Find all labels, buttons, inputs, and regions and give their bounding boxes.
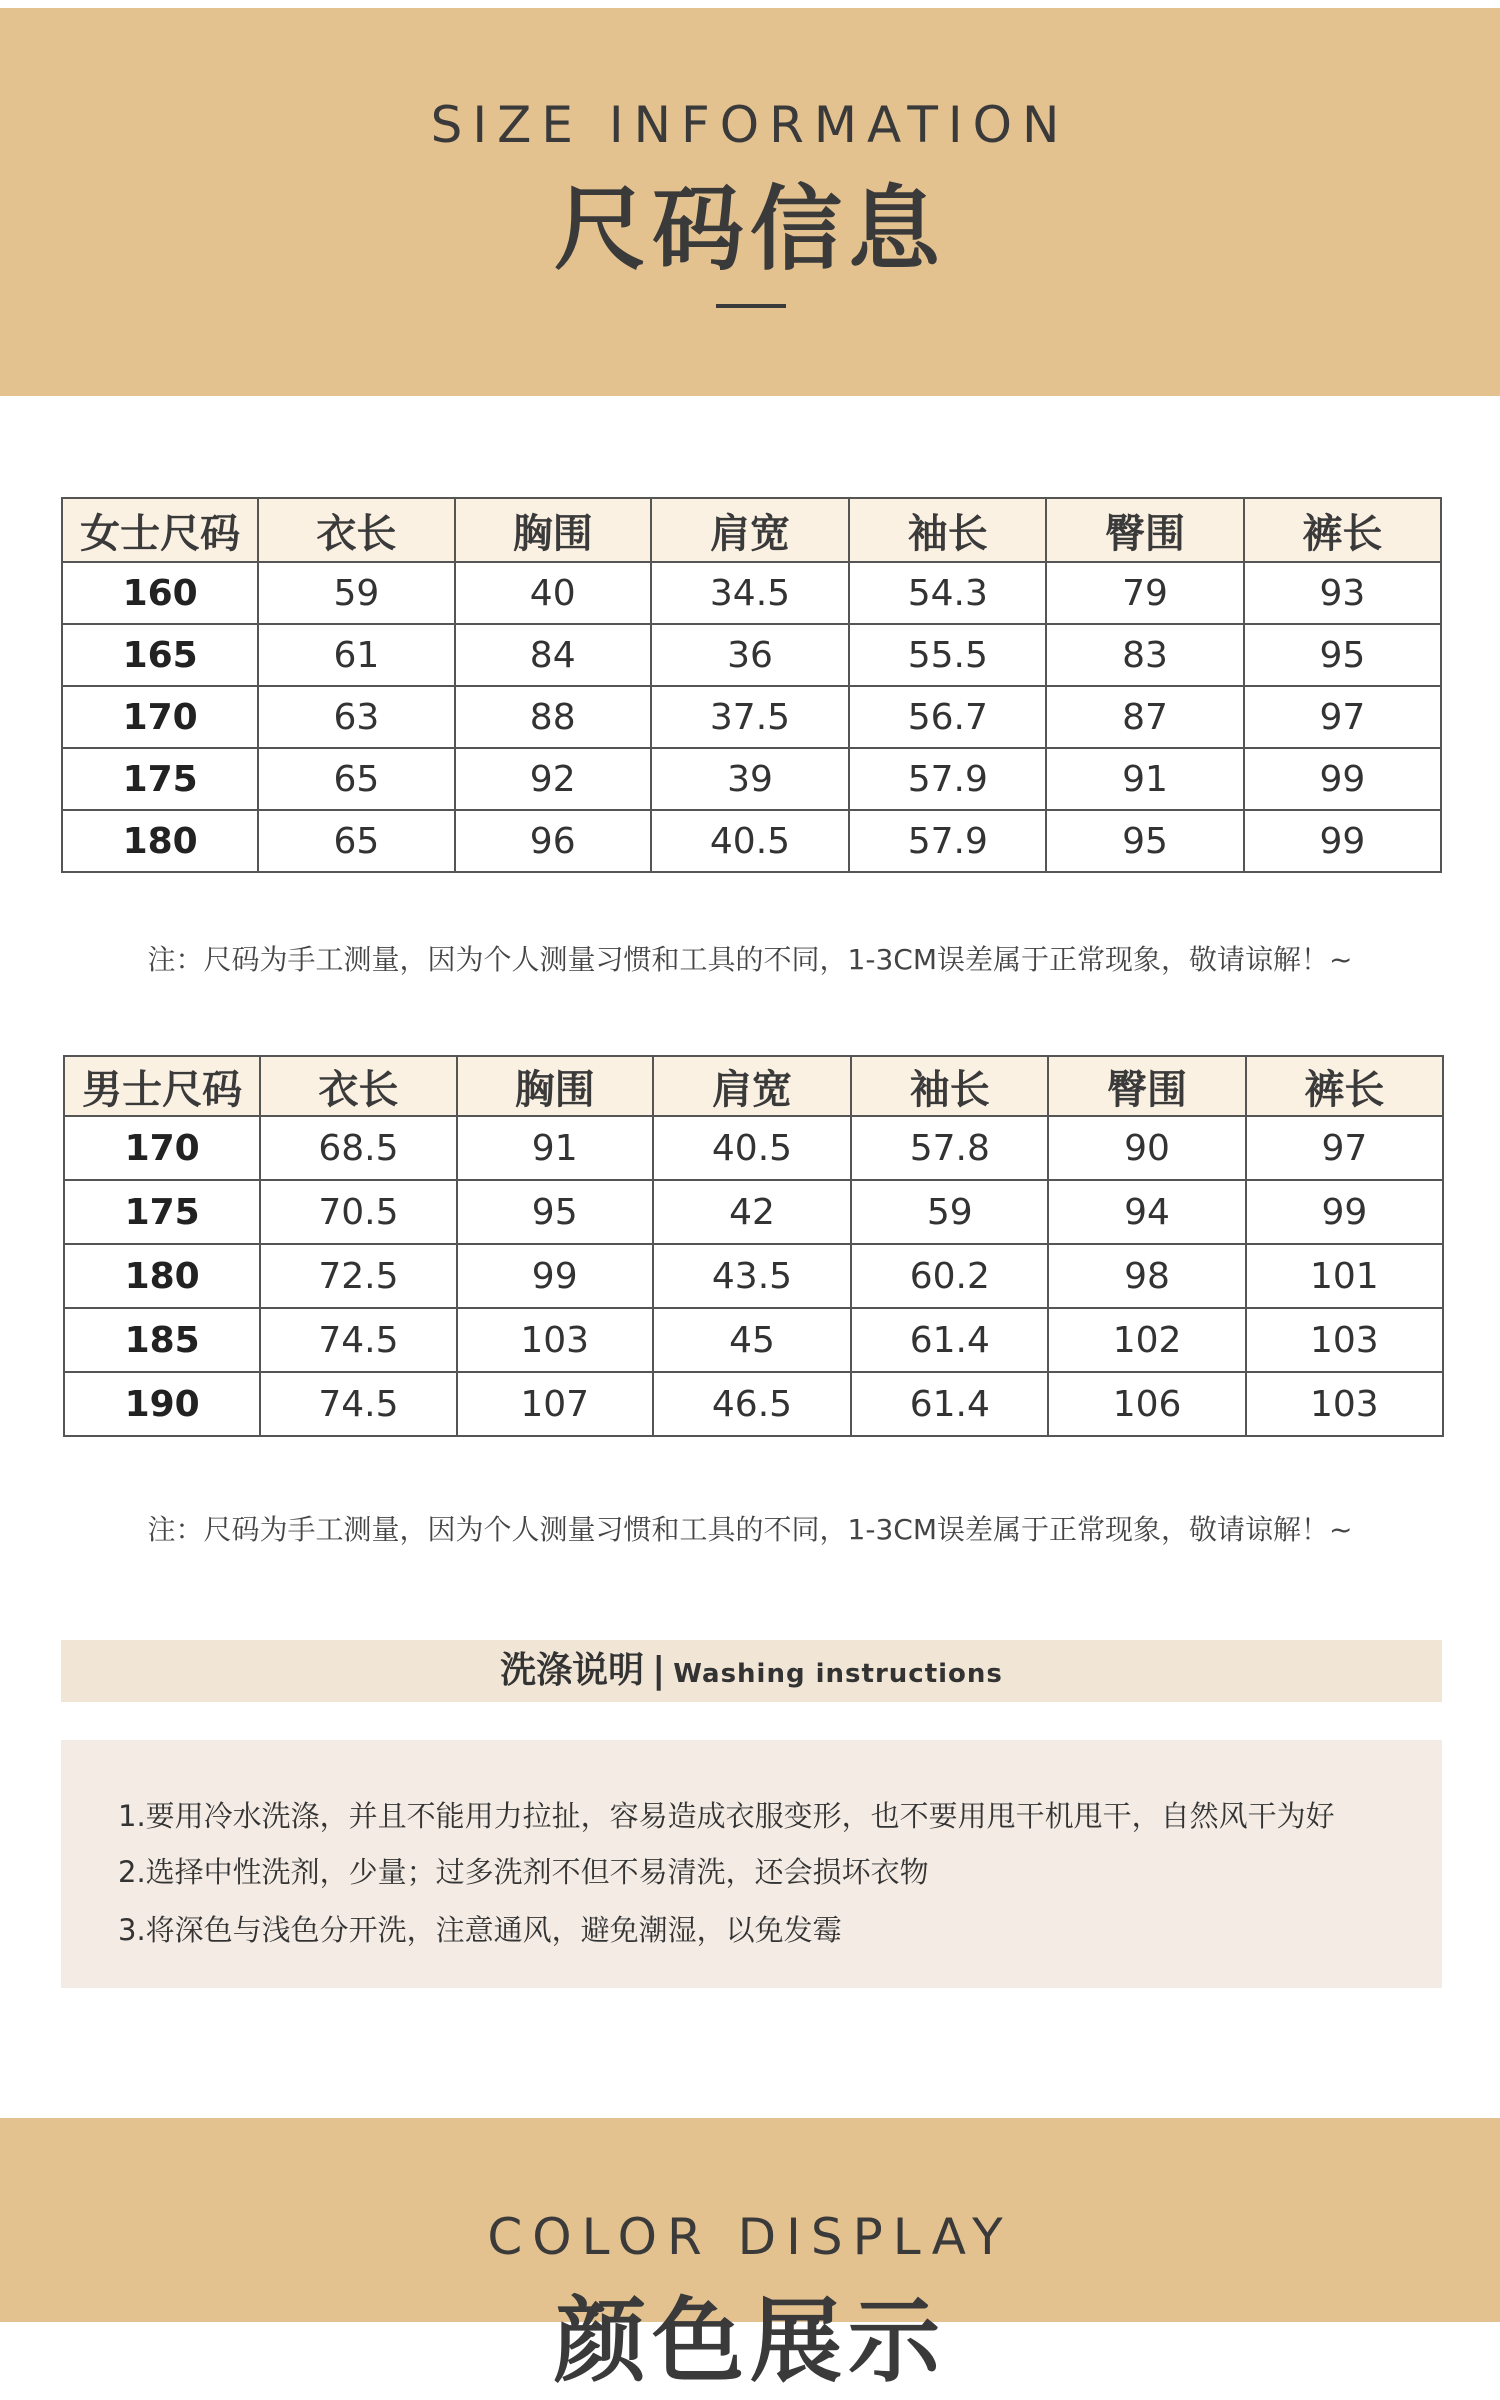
color-display-header (0, 2118, 1500, 2395)
table-row (62, 686, 1441, 748)
measure-cell: 42 (653, 1180, 851, 1244)
washing-item: 1.要用冷水洗涤，并且不能用力拉扯，容易造成衣服变形，也不要用甩干机甩干，自然风干为好 (118, 1799, 1335, 1833)
measure-cell: 72.5 (260, 1244, 456, 1308)
measure-cell: 103 (457, 1308, 653, 1372)
measure-cell: 103 (1246, 1372, 1443, 1436)
measure-cell: 97 (1244, 686, 1441, 748)
measure-cell: 40.5 (653, 1116, 851, 1180)
table-row (64, 1244, 1443, 1308)
measure-cell: 94 (1048, 1180, 1245, 1244)
table-row (64, 1372, 1443, 1436)
measure-cell: 88 (455, 686, 651, 748)
table-row (62, 810, 1441, 872)
measure-cell: 99 (1244, 810, 1441, 872)
measure-column-header: 裤长 (1244, 498, 1441, 562)
table-row (64, 1308, 1443, 1372)
men-table-header-row (64, 1056, 1443, 1116)
measure-cell: 40.5 (651, 810, 849, 872)
measure-cell: 93 (1244, 562, 1441, 624)
size-cell: 175 (62, 748, 258, 810)
men-table-body (64, 1116, 1443, 1436)
table-row (64, 1180, 1443, 1244)
measure-column-header: 臀围 (1046, 498, 1243, 562)
washing-header (61, 1640, 1442, 1702)
measure-cell: 74.5 (260, 1372, 456, 1436)
measure-cell: 95 (457, 1180, 653, 1244)
size-cell: 180 (62, 810, 258, 872)
measure-column-header: 袖长 (849, 498, 1046, 562)
measure-column-header: 肩宽 (651, 498, 849, 562)
size-cell: 165 (62, 624, 258, 686)
measure-cell: 97 (1246, 1116, 1443, 1180)
measure-column-header: 衣长 (260, 1056, 456, 1116)
measure-cell: 56.7 (849, 686, 1046, 748)
size-cell: 190 (64, 1372, 260, 1436)
measure-cell: 40 (455, 562, 651, 624)
measure-cell: 59 (258, 562, 454, 624)
size-cell: 170 (64, 1116, 260, 1180)
measure-cell: 70.5 (260, 1180, 456, 1244)
measure-cell: 107 (457, 1372, 653, 1436)
measure-cell: 63 (258, 686, 454, 748)
table-row (64, 1116, 1443, 1180)
washing-instructions (61, 1740, 1442, 1988)
measure-cell: 102 (1048, 1308, 1245, 1372)
table-row (62, 748, 1441, 810)
measure-column-header: 胸围 (457, 1056, 653, 1116)
measure-column-header: 臀围 (1048, 1056, 1245, 1116)
measure-cell: 34.5 (651, 562, 849, 624)
measure-column-header: 胸围 (455, 498, 651, 562)
measure-cell: 92 (455, 748, 651, 810)
measure-cell: 101 (1246, 1244, 1443, 1308)
color-display-en-title: COLOR DISPLAY (487, 2208, 1013, 2266)
size-column-header: 女士尺码 (62, 498, 258, 562)
size-column-header: 男士尺码 (64, 1056, 260, 1116)
size-info-zh-title: 尺码信息 (553, 176, 946, 283)
measure-cell: 39 (651, 748, 849, 810)
size-cell: 185 (64, 1308, 260, 1372)
measure-cell: 84 (455, 624, 651, 686)
title-divider (716, 304, 786, 308)
measure-cell: 103 (1246, 1308, 1443, 1372)
measure-cell: 83 (1046, 624, 1243, 686)
washing-item: 3.将深色与浅色分开洗，注意通风，避免潮湿，以免发霉 (118, 1913, 842, 1947)
color-display-zh-title: 颜色展示 (553, 2288, 946, 2395)
measure-cell: 36 (651, 624, 849, 686)
size-note: 注：尺码为手工测量，因为个人测量习惯和工具的不同，1-3CM误差属于正常现象，敬请谅解！~ (147, 943, 1353, 976)
women-table-header-row (62, 498, 1441, 562)
measure-cell: 106 (1048, 1372, 1245, 1436)
table-row (62, 624, 1441, 686)
size-cell: 180 (64, 1244, 260, 1308)
measure-cell: 91 (1046, 748, 1243, 810)
table-row (62, 562, 1441, 624)
measure-cell: 65 (258, 748, 454, 810)
measure-cell: 99 (457, 1244, 653, 1308)
measure-cell: 91 (457, 1116, 653, 1180)
size-cell: 175 (64, 1180, 260, 1244)
measure-cell: 57.8 (851, 1116, 1048, 1180)
measure-cell: 59 (851, 1180, 1048, 1244)
size-info-header (0, 8, 1500, 396)
washing-title-en: Washing instructions (673, 1659, 1003, 1689)
measure-cell: 99 (1246, 1180, 1443, 1244)
measure-column-header: 肩宽 (653, 1056, 851, 1116)
measure-cell: 61 (258, 624, 454, 686)
measure-cell: 95 (1046, 810, 1243, 872)
size-info-en-title: SIZE INFORMATION (430, 96, 1070, 154)
measure-cell: 99 (1244, 748, 1441, 810)
measure-cell: 57.9 (849, 748, 1046, 810)
measure-cell: 68.5 (260, 1116, 456, 1180)
washing-title-zh: 洗涤说明 (500, 1650, 645, 1691)
measure-cell: 79 (1046, 562, 1243, 624)
measure-cell: 37.5 (651, 686, 849, 748)
size-cell: 160 (62, 562, 258, 624)
size-note: 注：尺码为手工测量，因为个人测量习惯和工具的不同，1-3CM误差属于正常现象，敬请谅解！~ (147, 1513, 1353, 1546)
measure-column-header: 裤长 (1246, 1056, 1443, 1116)
measure-cell: 54.3 (849, 562, 1046, 624)
measure-cell: 61.4 (851, 1372, 1048, 1436)
measure-cell: 45 (653, 1308, 851, 1372)
measure-cell: 61.4 (851, 1308, 1048, 1372)
measure-cell: 74.5 (260, 1308, 456, 1372)
women-size-table (61, 497, 1442, 873)
measure-cell: 55.5 (849, 624, 1046, 686)
measure-column-header: 袖长 (851, 1056, 1048, 1116)
measure-cell: 95 (1244, 624, 1441, 686)
measure-cell: 90 (1048, 1116, 1245, 1180)
measure-column-header: 衣长 (258, 498, 454, 562)
measure-cell: 96 (455, 810, 651, 872)
measure-cell: 60.2 (851, 1244, 1048, 1308)
washing-item: 2.选择中性洗剂，少量；过多洗剂不但不易清洗，还会损坏衣物 (118, 1855, 929, 1889)
measure-cell: 57.9 (849, 810, 1046, 872)
measure-cell: 43.5 (653, 1244, 851, 1308)
measure-cell: 65 (258, 810, 454, 872)
measure-cell: 46.5 (653, 1372, 851, 1436)
measure-cell: 87 (1046, 686, 1243, 748)
measure-cell: 98 (1048, 1244, 1245, 1308)
size-cell: 170 (62, 686, 258, 748)
women-table-body (62, 562, 1441, 872)
men-size-table (63, 1055, 1444, 1437)
washing-title-separator: | (652, 1650, 666, 1691)
